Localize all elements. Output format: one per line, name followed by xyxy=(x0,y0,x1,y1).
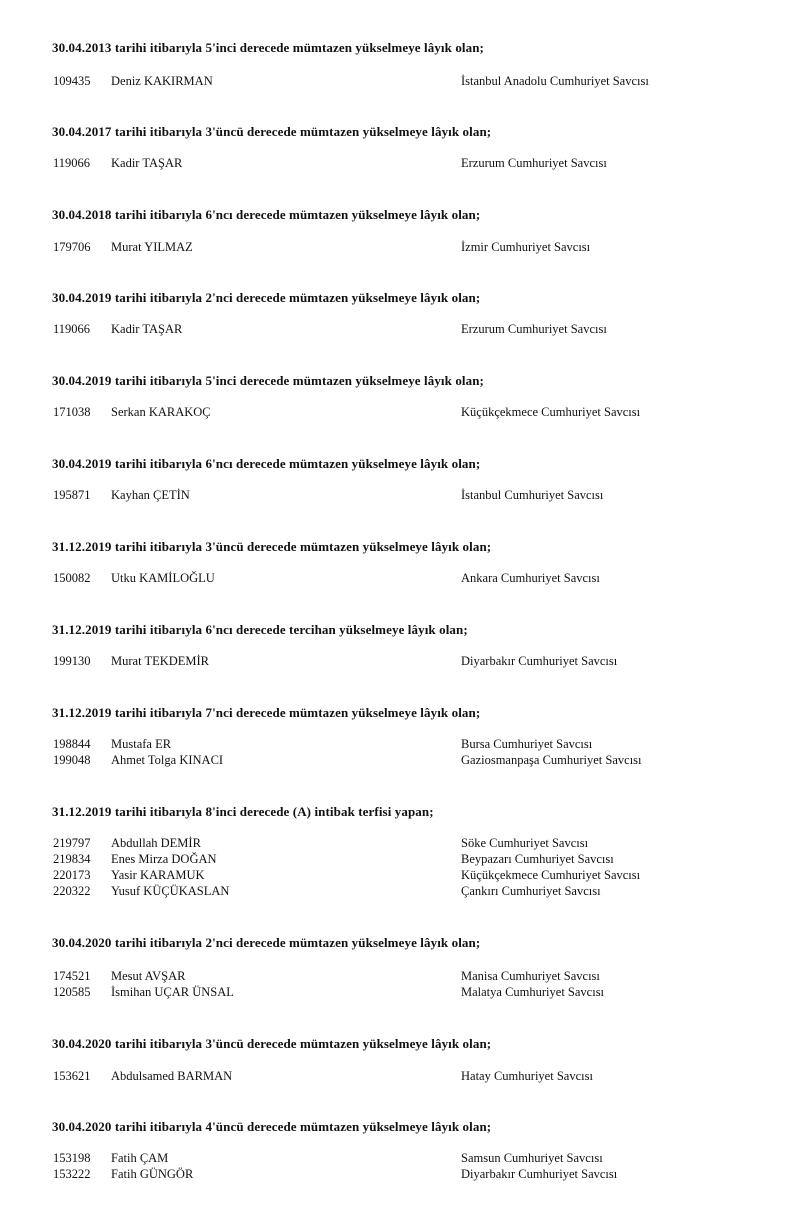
table-row xyxy=(0,737,798,753)
person-name: Yusuf KÜÇÜKASLAN xyxy=(111,884,230,898)
registry-number: 219834 xyxy=(53,852,91,866)
job-title: Malatya Cumhuriyet Savcısı xyxy=(461,985,605,999)
job-title: Diyarbakır Cumhuriyet Savcısı xyxy=(461,1167,618,1181)
section-heading: 30.04.2019 tarihi itibarıyla 5'inci derecede mümtazen yükselmeye lâyık olan; xyxy=(52,373,484,388)
table-row xyxy=(0,884,798,900)
job-title: Erzurum Cumhuriyet Savcısı xyxy=(461,322,607,336)
section-heading: 30.04.2013 tarihi itibarıyla 5'inci derecede mümtazen yükselmeye lâyık olan; xyxy=(52,40,484,55)
section-heading: 30.04.2020 tarihi itibarıyla 4'üncü derecede mümtazen yükselmeye lâyık olan; xyxy=(52,1119,492,1134)
registry-number: 195871 xyxy=(53,488,91,502)
section-heading: 31.12.2019 tarihi itibarıyla 7'nci derecede mümtazen yükselmeye lâyık olan; xyxy=(52,705,481,720)
job-title: Ankara Cumhuriyet Savcısı xyxy=(461,571,600,585)
job-title: İzmir Cumhuriyet Savcısı xyxy=(461,240,591,254)
section-heading: 30.04.2017 tarihi itibarıyla 3'üncü derecede mümtazen yükselmeye lâyık olan; xyxy=(52,124,492,139)
registry-number: 220173 xyxy=(53,868,91,882)
registry-number: 198844 xyxy=(53,737,91,751)
person-name: Fatih GÜNGÖR xyxy=(111,1167,194,1181)
table-row xyxy=(0,74,798,90)
person-name: Abdulsamed BARMAN xyxy=(111,1069,233,1083)
table-row xyxy=(0,969,798,985)
job-title: Gaziosmanpaşa Cumhuriyet Savcısı xyxy=(461,753,642,767)
person-name: Ahmet Tolga KINACI xyxy=(111,753,224,767)
section-heading: 31.12.2019 tarihi itibarıyla 3'üncü derecede mümtazen yükselmeye lâyık olan; xyxy=(52,539,492,554)
table-row xyxy=(0,1167,798,1183)
job-title: Küçükçekmece Cumhuriyet Savcısı xyxy=(461,405,641,419)
job-title: Manisa Cumhuriyet Savcısı xyxy=(461,969,600,983)
table-row xyxy=(0,654,798,670)
section-heading: 30.04.2019 tarihi itibarıyla 2'nci derecede mümtazen yükselmeye lâyık olan; xyxy=(52,290,481,305)
section-heading: 30.04.2020 tarihi itibarıyla 3'üncü derecede mümtazen yükselmeye lâyık olan; xyxy=(52,1036,492,1051)
person-name: Kadir TAŞAR xyxy=(111,156,183,170)
person-name: Abdullah DEMİR xyxy=(111,836,201,850)
person-name: Utku KAMİLOĞLU xyxy=(111,571,215,585)
job-title: Küçükçekmece Cumhuriyet Savcısı xyxy=(461,868,641,882)
job-title: Samsun Cumhuriyet Savcısı xyxy=(461,1151,603,1165)
job-title: Erzurum Cumhuriyet Savcısı xyxy=(461,156,607,170)
registry-number: 119066 xyxy=(53,322,91,336)
person-name: Mesut AVŞAR xyxy=(111,969,186,983)
registry-number: 220322 xyxy=(53,884,91,898)
person-name: Murat YILMAZ xyxy=(111,240,193,254)
registry-number: 109435 xyxy=(53,74,91,88)
table-row xyxy=(0,405,798,421)
job-title: İstanbul Anadolu Cumhuriyet Savcısı xyxy=(461,74,649,88)
registry-number: 153621 xyxy=(53,1069,91,1083)
table-row xyxy=(0,753,798,769)
person-name: Deniz KAKIRMAN xyxy=(111,74,213,88)
person-name: Fatih ÇAM xyxy=(111,1151,169,1165)
table-row xyxy=(0,156,798,172)
section-heading: 31.12.2019 tarihi itibarıyla 8'inci derecede (A) intibak terfisi yapan; xyxy=(52,804,434,819)
registry-number: 153222 xyxy=(53,1167,91,1181)
table-row xyxy=(0,836,798,852)
section-heading: 30.04.2019 tarihi itibarıyla 6'ncı derecede mümtazen yükselmeye lâyık olan; xyxy=(52,456,481,471)
table-row xyxy=(0,322,798,338)
section-heading: 30.04.2020 tarihi itibarıyla 2'nci derecede mümtazen yükselmeye lâyık olan; xyxy=(52,935,481,950)
job-title: İstanbul Cumhuriyet Savcısı xyxy=(461,488,604,502)
job-title: Bursa Cumhuriyet Savcısı xyxy=(461,737,593,751)
job-title: Hatay Cumhuriyet Savcısı xyxy=(461,1069,593,1083)
person-name: Kayhan ÇETİN xyxy=(111,488,190,502)
registry-number: 120585 xyxy=(53,985,91,999)
registry-number: 174521 xyxy=(53,969,91,983)
person-name: Serkan KARAKOÇ xyxy=(111,405,211,419)
job-title: Çankırı Cumhuriyet Savcısı xyxy=(461,884,601,898)
registry-number: 119066 xyxy=(53,156,91,170)
table-row xyxy=(0,1069,798,1085)
person-name: Murat TEKDEMİR xyxy=(111,654,210,668)
registry-number: 199048 xyxy=(53,753,91,767)
table-row xyxy=(0,240,798,256)
person-name: Mustafa ER xyxy=(111,737,172,751)
job-title: Diyarbakır Cumhuriyet Savcısı xyxy=(461,654,618,668)
table-row xyxy=(0,1151,798,1167)
registry-number: 153198 xyxy=(53,1151,91,1165)
person-name: Kadir TAŞAR xyxy=(111,322,183,336)
table-row xyxy=(0,571,798,587)
person-name: Yasir KARAMUK xyxy=(111,868,205,882)
table-row xyxy=(0,852,798,868)
registry-number: 179706 xyxy=(53,240,91,254)
job-title: Beypazarı Cumhuriyet Savcısı xyxy=(461,852,614,866)
registry-number: 199130 xyxy=(53,654,91,668)
person-name: Enes Mirza DOĞAN xyxy=(111,852,217,866)
section-heading: 30.04.2018 tarihi itibarıyla 6'ncı derecede mümtazen yükselmeye lâyık olan; xyxy=(52,207,481,222)
person-name: İsmihan UÇAR ÜNSAL xyxy=(111,985,234,999)
table-row xyxy=(0,868,798,884)
registry-number: 171038 xyxy=(53,405,91,419)
table-row xyxy=(0,985,798,1001)
table-row xyxy=(0,488,798,504)
job-title: Söke Cumhuriyet Savcısı xyxy=(461,836,589,850)
registry-number: 219797 xyxy=(53,836,91,850)
registry-number: 150082 xyxy=(53,571,91,585)
section-heading: 31.12.2019 tarihi itibarıyla 6'ncı derecede tercihan yükselmeye lâyık olan; xyxy=(52,622,468,637)
